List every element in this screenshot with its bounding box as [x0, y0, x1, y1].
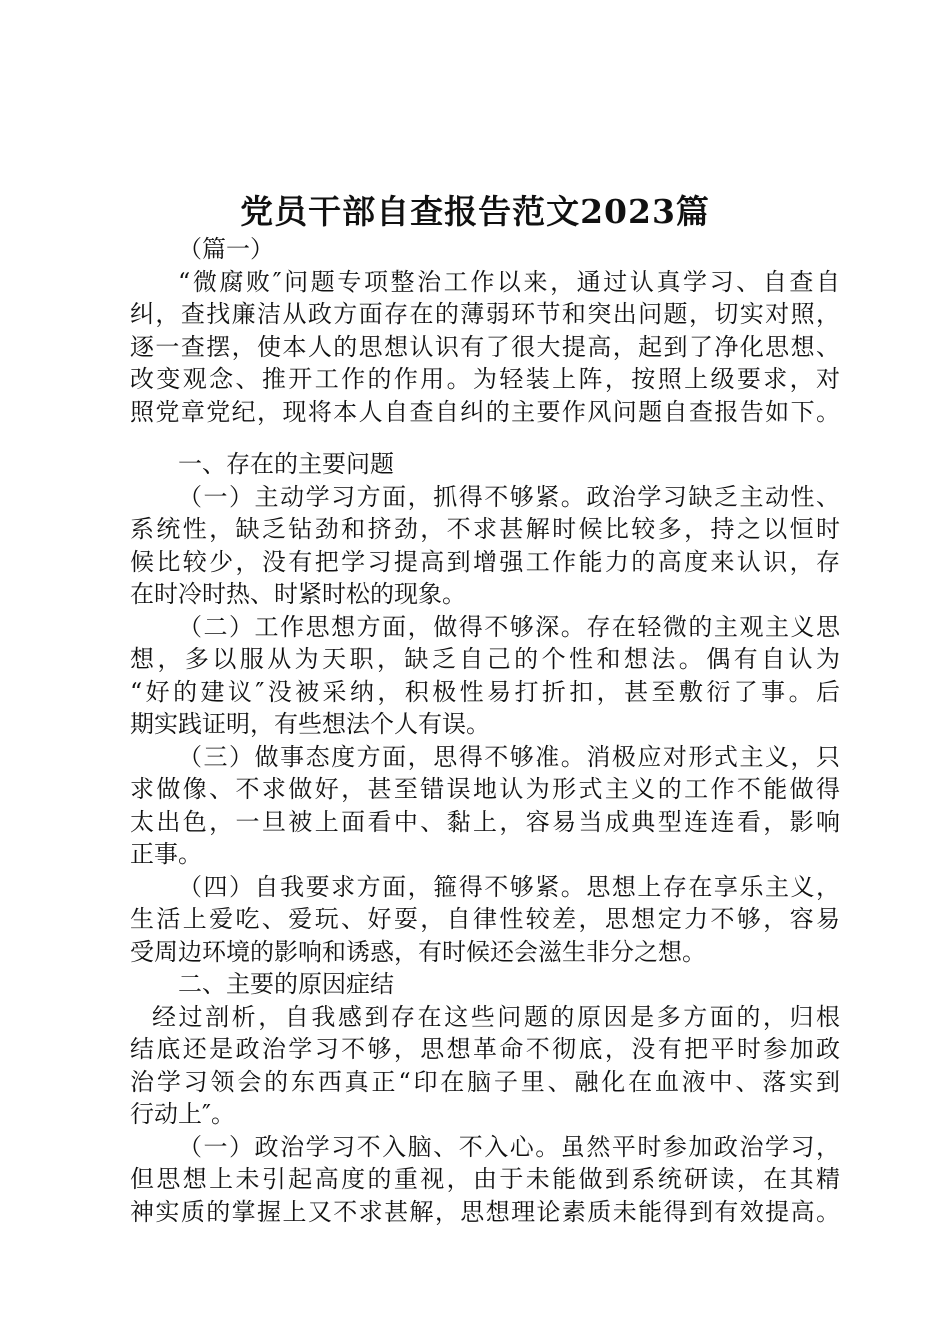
paragraph-line: 但思想上未引起高度的重视，由于未能做到系统研读，在其精 — [130, 1165, 840, 1193]
paragraph-line: 逐一查摆，使本人的思想认识有了很大提高，起到了净化思想、 — [130, 332, 840, 361]
paragraph-line: （一）主动学习方面，抓得不够紧。政治学习缺乏主动性、 — [178, 482, 840, 511]
paragraph-gap — [130, 428, 840, 448]
document-title: 党员干部自查报告范文2023篇 — [240, 192, 710, 231]
paragraph-line: 治学习领会的东西真正“印在脑子里、融化在血液中、落实到 — [130, 1067, 840, 1096]
paragraph-line: （一）政治学习不入脑、不入心。虽然平时参加政治学习， — [178, 1132, 840, 1161]
section-heading: 二、主要的原因症结 — [178, 970, 394, 998]
paragraph-line: 正事。 — [130, 840, 202, 868]
paragraph-line: 行动上″。 — [130, 1100, 235, 1128]
paragraph-line: 在时冷时热、时紧时松的现象。 — [130, 580, 466, 608]
paragraph-line: 神实质的掌握上又不求甚解，思想理论素质未能得到有效提高。 — [130, 1197, 840, 1226]
paragraph-line: 太出色，一旦被上面看中、黏上，容易当成典型连连看，影响 — [130, 807, 840, 836]
paragraph-line: 改变观念、推开工作的作用。为轻装上阵，按照上级要求，对 — [130, 365, 840, 393]
paragraph-line: （三）做事态度方面，思得不够准。消极应对形式主义，只 — [178, 742, 840, 771]
paragraph-line: 照党章党纪，现将本人自查自纠的主要作风问题自查报告如下。 — [130, 397, 840, 426]
document-body — [130, 233, 840, 1228]
paragraph-line: “好的建议″没被采纳，积极性易打折扣，甚至敷衍了事。后 — [130, 677, 840, 706]
paragraph-line: 经过剖析，自我感到存在这些问题的原因是多方面的，归根 — [152, 1002, 840, 1031]
section-label: （篇一） — [178, 235, 274, 263]
paragraph-line: 求做像、不求做好，甚至错误地认为形式主义的工作不能做得 — [130, 775, 840, 803]
paragraph-line: 生活上爱吃、爱玩、好耍，自律性较差，思想定力不够，容易 — [130, 905, 840, 933]
paragraph-line: 系统性，缺乏钻劲和挤劲，不求甚解时候比较多，持之以恒时 — [130, 515, 840, 543]
paragraph-line: “微腐败″问题专项整治工作以来，通过认真学习、自查自 — [178, 267, 840, 296]
paragraph-line: 想，多以服从为天职，缺乏自己的个性和想法。偶有自认为 — [130, 645, 840, 673]
paragraph-line: （四）自我要求方面，箍得不够紧。思想上存在享乐主义， — [178, 872, 840, 901]
paragraph-line: 纠，查找廉洁从政方面存在的薄弱环节和突出问题，切实对照， — [130, 300, 840, 328]
paragraph-line: 受周边环境的影响和诱惑，有时候还会滋生非分之想。 — [130, 937, 706, 966]
paragraph-line: 期实践证明，有些想法个人有误。 — [130, 710, 490, 738]
section-heading: 一、存在的主要问题 — [178, 450, 394, 478]
paragraph-line: （二）工作思想方面，做得不够深。存在轻微的主观主义思 — [178, 612, 840, 641]
paragraph-line: 结底还是政治学习不够，思想革命不彻底，没有把平时参加政 — [130, 1035, 840, 1063]
paragraph-line: 候比较少，没有把学习提高到增强工作能力的高度来认识，存 — [130, 547, 840, 576]
